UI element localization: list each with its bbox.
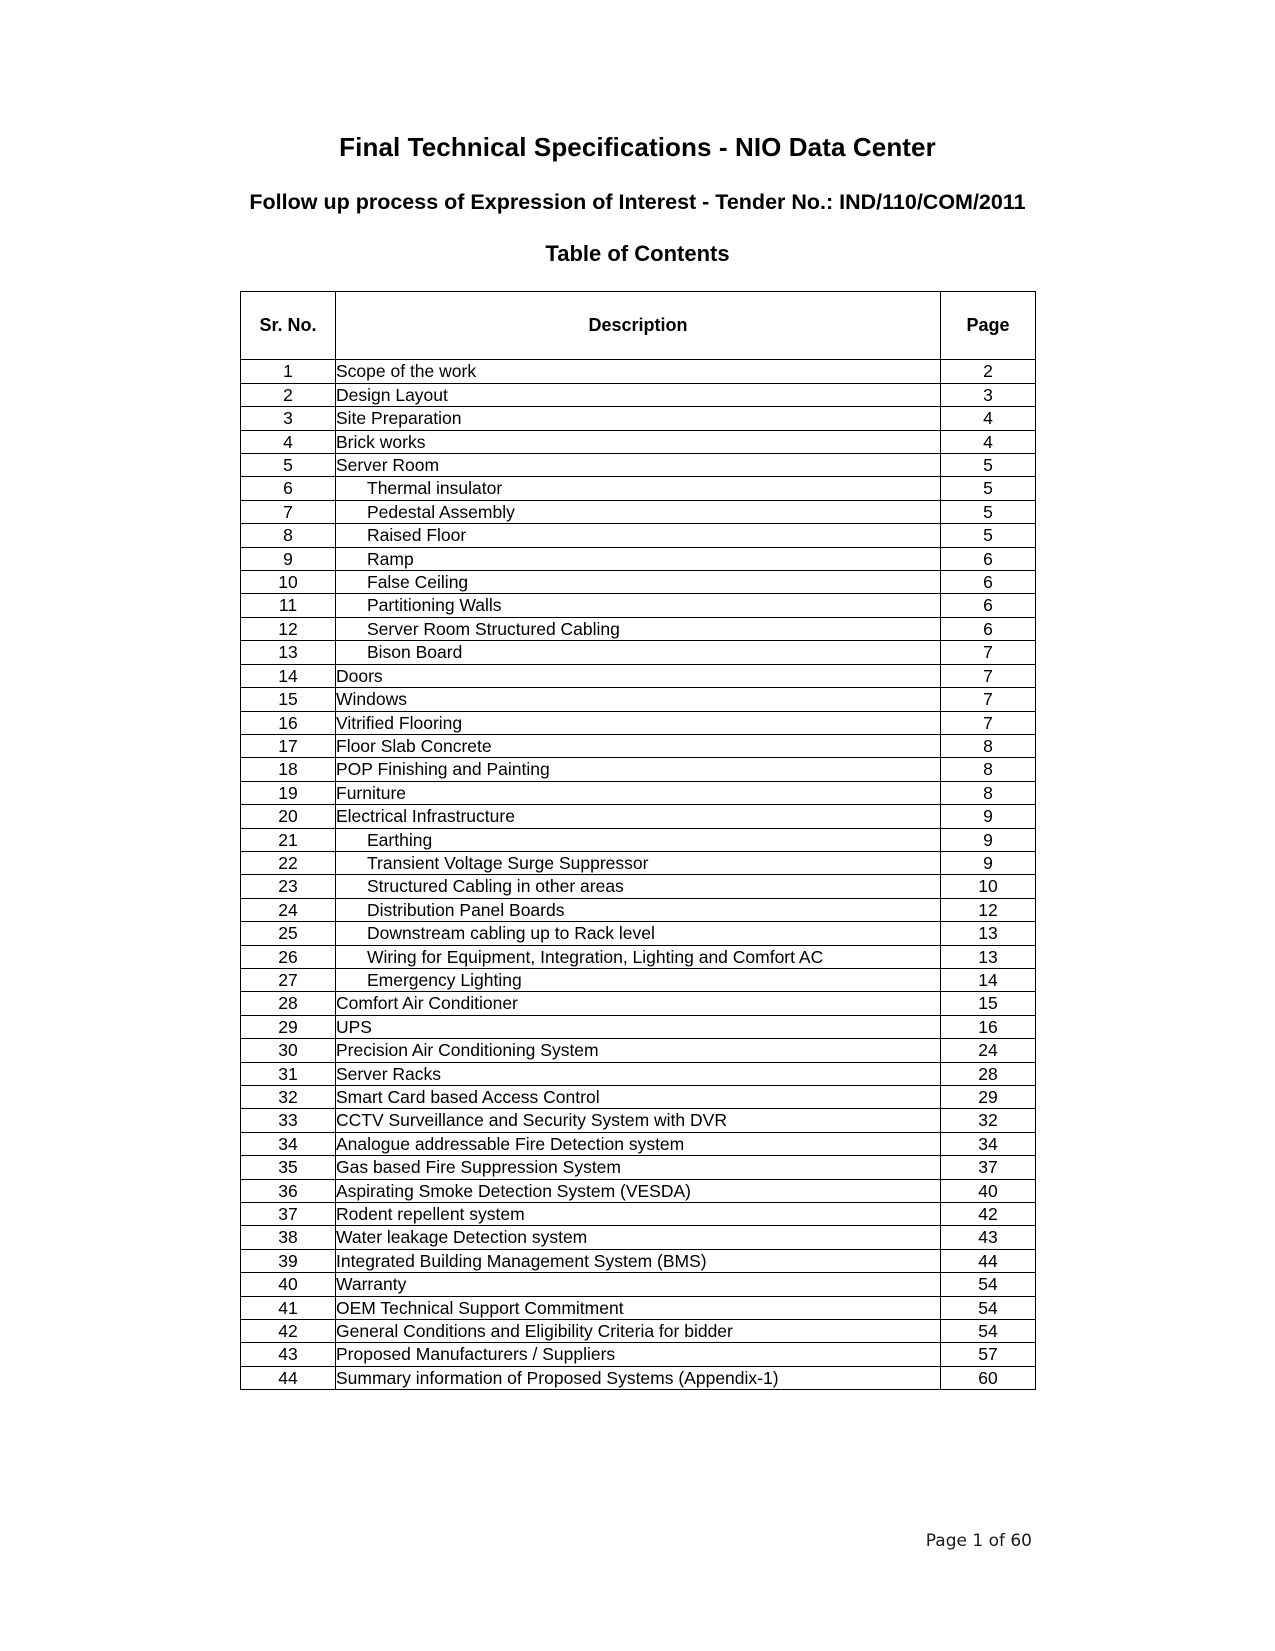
table-row [241, 1156, 1036, 1179]
row-serial-number: 32 [241, 1086, 336, 1109]
table-row [241, 664, 1036, 687]
row-description: Electrical Infrastructure [336, 805, 941, 828]
row-serial-number: 20 [241, 805, 336, 828]
table-row [241, 1039, 1036, 1062]
table-row [241, 641, 1036, 664]
row-description: Distribution Panel Boards [336, 898, 941, 921]
row-page-number: 3 [941, 383, 1036, 406]
row-description: Summary information of Proposed Systems (Appendix-1) [336, 1366, 941, 1389]
row-serial-number: 30 [241, 1039, 336, 1062]
row-serial-number: 25 [241, 922, 336, 945]
table-row [241, 1109, 1036, 1132]
table-body [241, 360, 1036, 1390]
row-serial-number: 11 [241, 594, 336, 617]
row-page-number: 37 [941, 1156, 1036, 1179]
table-row [241, 875, 1036, 898]
row-page-number: 8 [941, 758, 1036, 781]
row-serial-number: 1 [241, 360, 336, 383]
row-serial-number: 27 [241, 968, 336, 991]
column-header-page: Page [941, 292, 1036, 360]
row-serial-number: 17 [241, 734, 336, 757]
row-serial-number: 37 [241, 1203, 336, 1226]
row-page-number: 5 [941, 524, 1036, 547]
row-page-number: 7 [941, 711, 1036, 734]
row-serial-number: 19 [241, 781, 336, 804]
row-description: General Conditions and Eligibility Criteria for bidder [336, 1320, 941, 1343]
row-page-number: 8 [941, 734, 1036, 757]
row-page-number: 6 [941, 617, 1036, 640]
table-row [241, 734, 1036, 757]
row-page-number: 6 [941, 594, 1036, 617]
row-page-number: 54 [941, 1320, 1036, 1343]
row-page-number: 34 [941, 1132, 1036, 1155]
row-description: Vitrified Flooring [336, 711, 941, 734]
row-description: Ramp [336, 547, 941, 570]
row-description: Precision Air Conditioning System [336, 1039, 941, 1062]
row-serial-number: 18 [241, 758, 336, 781]
table-row [241, 454, 1036, 477]
row-page-number: 60 [941, 1366, 1036, 1389]
row-description: Gas based Fire Suppression System [336, 1156, 941, 1179]
row-description: Earthing [336, 828, 941, 851]
table-row [241, 1343, 1036, 1366]
row-page-number: 4 [941, 430, 1036, 453]
table-row [241, 1249, 1036, 1272]
row-serial-number: 38 [241, 1226, 336, 1249]
row-serial-number: 28 [241, 992, 336, 1015]
row-serial-number: 10 [241, 571, 336, 594]
row-page-number: 15 [941, 992, 1036, 1015]
row-description: Doors [336, 664, 941, 687]
table-row [241, 430, 1036, 453]
table-header-row [241, 292, 1036, 360]
table-of-contents-heading: Table of Contents [545, 241, 730, 267]
row-page-number: 5 [941, 454, 1036, 477]
row-serial-number: 8 [241, 524, 336, 547]
row-description: Smart Card based Access Control [336, 1086, 941, 1109]
row-description: Thermal insulator [336, 477, 941, 500]
row-page-number: 7 [941, 688, 1036, 711]
row-serial-number: 22 [241, 851, 336, 874]
table-row [241, 594, 1036, 617]
row-page-number: 28 [941, 1062, 1036, 1085]
row-page-number: 57 [941, 1343, 1036, 1366]
row-page-number: 16 [941, 1015, 1036, 1038]
row-page-number: 14 [941, 968, 1036, 991]
row-page-number: 2 [941, 360, 1036, 383]
row-description: Server Racks [336, 1062, 941, 1085]
row-serial-number: 39 [241, 1249, 336, 1272]
table-row [241, 1296, 1036, 1319]
row-description: Analogue addressable Fire Detection system [336, 1132, 941, 1155]
table-row [241, 711, 1036, 734]
table-row [241, 571, 1036, 594]
row-description: Pedestal Assembly [336, 500, 941, 523]
row-description: POP Finishing and Painting [336, 758, 941, 781]
table-row [241, 407, 1036, 430]
table-row [241, 617, 1036, 640]
page-subtitle: Follow up process of Expression of Interest - Tender No.: IND/110/COM/2011 [249, 189, 1026, 214]
row-page-number: 10 [941, 875, 1036, 898]
row-serial-number: 44 [241, 1366, 336, 1389]
row-serial-number: 42 [241, 1320, 336, 1343]
row-serial-number: 4 [241, 430, 336, 453]
row-serial-number: 5 [241, 454, 336, 477]
row-description: Water leakage Detection system [336, 1226, 941, 1249]
table-row [241, 1226, 1036, 1249]
row-serial-number: 40 [241, 1273, 336, 1296]
table-row [241, 1179, 1036, 1202]
row-serial-number: 33 [241, 1109, 336, 1132]
row-description: OEM Technical Support Commitment [336, 1296, 941, 1319]
row-serial-number: 21 [241, 828, 336, 851]
row-serial-number: 16 [241, 711, 336, 734]
row-description: Comfort Air Conditioner [336, 992, 941, 1015]
row-serial-number: 2 [241, 383, 336, 406]
row-page-number: 9 [941, 851, 1036, 874]
row-description: Raised Floor [336, 524, 941, 547]
row-description: UPS [336, 1015, 941, 1038]
row-page-number: 54 [941, 1273, 1036, 1296]
table-row [241, 1062, 1036, 1085]
row-serial-number: 12 [241, 617, 336, 640]
row-serial-number: 36 [241, 1179, 336, 1202]
table-row [241, 1366, 1036, 1389]
row-description: Structured Cabling in other areas [336, 875, 941, 898]
row-page-number: 44 [941, 1249, 1036, 1272]
row-description: Windows [336, 688, 941, 711]
table-of-contents-container [240, 266, 1035, 1390]
row-description: Furniture [336, 781, 941, 804]
row-serial-number: 43 [241, 1343, 336, 1366]
row-description: Emergency Lighting [336, 968, 941, 991]
row-page-number: 54 [941, 1296, 1036, 1319]
row-serial-number: 9 [241, 547, 336, 570]
row-description: Downstream cabling up to Rack level [336, 922, 941, 945]
table-of-contents [240, 291, 1036, 1390]
table-row [241, 1273, 1036, 1296]
row-serial-number: 29 [241, 1015, 336, 1038]
table-row [241, 898, 1036, 921]
row-description: Integrated Building Management System (BMS) [336, 1249, 941, 1272]
row-description: Server Room [336, 454, 941, 477]
row-page-number: 5 [941, 477, 1036, 500]
row-page-number: 6 [941, 547, 1036, 570]
table-row [241, 968, 1036, 991]
row-description: Aspirating Smoke Detection System (VESDA) [336, 1179, 941, 1202]
row-page-number: 12 [941, 898, 1036, 921]
row-serial-number: 23 [241, 875, 336, 898]
row-description: Site Preparation [336, 407, 941, 430]
row-page-number: 13 [941, 922, 1036, 945]
table-row [241, 547, 1036, 570]
table-row [241, 922, 1036, 945]
row-description: False Ceiling [336, 571, 941, 594]
row-page-number: 24 [941, 1039, 1036, 1062]
row-description: Design Layout [336, 383, 941, 406]
row-page-number: 9 [941, 805, 1036, 828]
row-description: Partitioning Walls [336, 594, 941, 617]
row-page-number: 5 [941, 500, 1036, 523]
row-page-number: 13 [941, 945, 1036, 968]
row-page-number: 40 [941, 1179, 1036, 1202]
row-description: Server Room Structured Cabling [336, 617, 941, 640]
table-row [241, 524, 1036, 547]
table-row [241, 805, 1036, 828]
table-row [241, 360, 1036, 383]
row-serial-number: 24 [241, 898, 336, 921]
row-description: Proposed Manufacturers / Suppliers [336, 1343, 941, 1366]
row-serial-number: 35 [241, 1156, 336, 1179]
row-page-number: 42 [941, 1203, 1036, 1226]
table-row [241, 1203, 1036, 1226]
table-header [241, 292, 1036, 360]
row-serial-number: 14 [241, 664, 336, 687]
row-serial-number: 34 [241, 1132, 336, 1155]
row-description: CCTV Surveillance and Security System with DVR [336, 1109, 941, 1132]
row-page-number: 8 [941, 781, 1036, 804]
row-serial-number: 41 [241, 1296, 336, 1319]
table-row [241, 851, 1036, 874]
row-description: Transient Voltage Surge Suppressor [336, 851, 941, 874]
table-row [241, 1132, 1036, 1155]
row-description: Bison Board [336, 641, 941, 664]
page-footer: Page 1 of 60 [925, 1531, 1032, 1551]
row-serial-number: 6 [241, 477, 336, 500]
row-page-number: 32 [941, 1109, 1036, 1132]
table-row [241, 1086, 1036, 1109]
row-page-number: 29 [941, 1086, 1036, 1109]
table-row [241, 945, 1036, 968]
table-row [241, 992, 1036, 1015]
table-row [241, 500, 1036, 523]
row-description: Brick works [336, 430, 941, 453]
row-serial-number: 15 [241, 688, 336, 711]
table-row [241, 1320, 1036, 1343]
row-description: Wiring for Equipment, Integration, Lighting and Comfort AC [336, 945, 941, 968]
table-row [241, 828, 1036, 851]
row-serial-number: 13 [241, 641, 336, 664]
table-row [241, 688, 1036, 711]
row-description: Warranty [336, 1273, 941, 1296]
row-page-number: 9 [941, 828, 1036, 851]
row-page-number: 6 [941, 571, 1036, 594]
column-header-description: Description [336, 292, 941, 360]
row-page-number: 7 [941, 664, 1036, 687]
table-row [241, 758, 1036, 781]
table-row [241, 383, 1036, 406]
row-page-number: 4 [941, 407, 1036, 430]
column-header-sr-no: Sr. No. [241, 292, 336, 360]
row-serial-number: 31 [241, 1062, 336, 1085]
table-row [241, 477, 1036, 500]
table-row [241, 781, 1036, 804]
row-description: Scope of the work [336, 360, 941, 383]
row-page-number: 7 [941, 641, 1036, 664]
row-serial-number: 3 [241, 407, 336, 430]
row-description: Rodent repellent system [336, 1203, 941, 1226]
row-description: Floor Slab Concrete [336, 734, 941, 757]
row-serial-number: 26 [241, 945, 336, 968]
page-title: Final Technical Specifications - NIO Data Center [339, 132, 936, 162]
row-page-number: 43 [941, 1226, 1036, 1249]
table-row [241, 1015, 1036, 1038]
row-serial-number: 7 [241, 500, 336, 523]
